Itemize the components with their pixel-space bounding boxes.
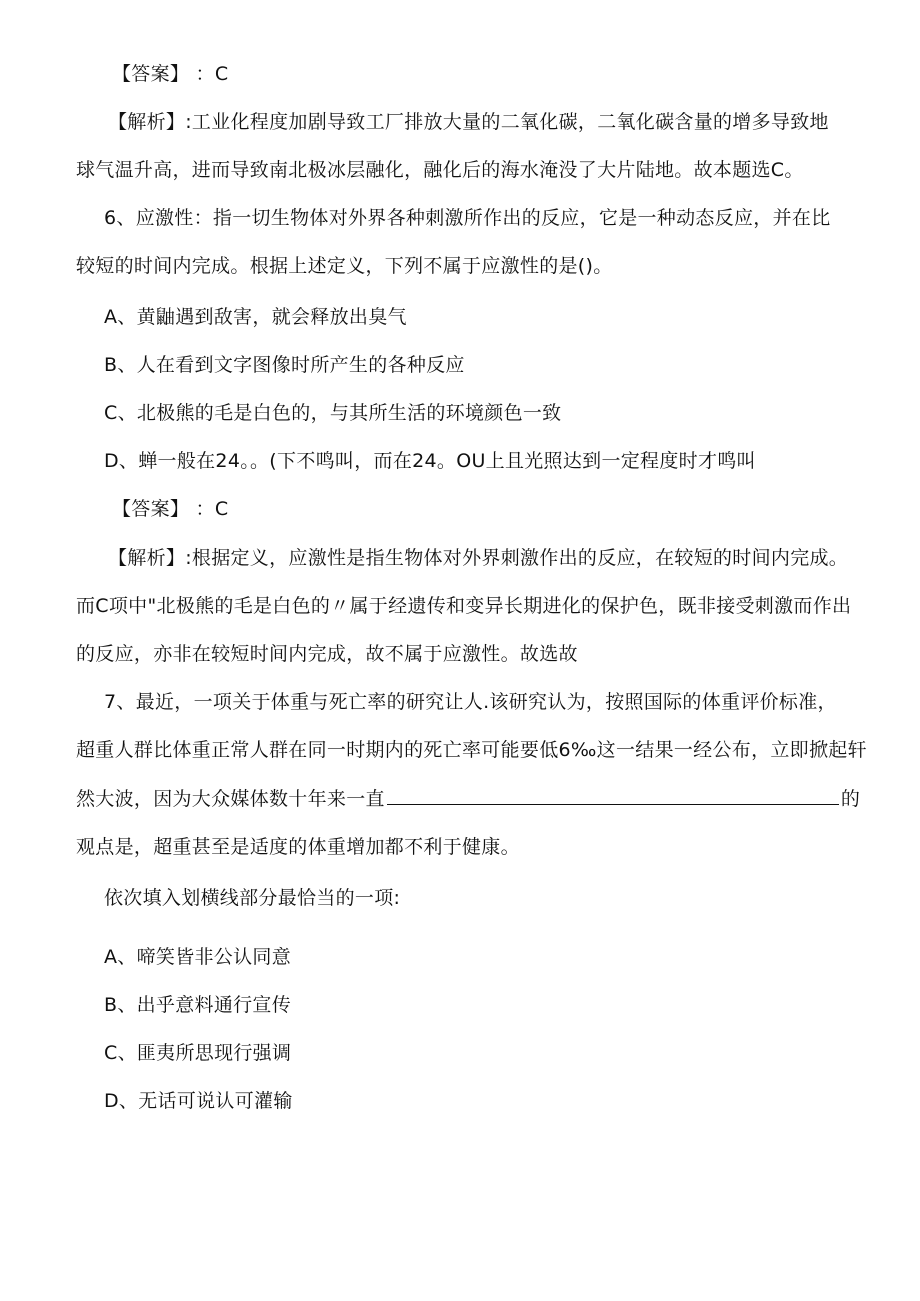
q5-answer: 【答案】 ：C xyxy=(112,63,229,85)
q7-option-b: B、出乎意料通行宣传 xyxy=(104,994,292,1016)
q5-explanation-line-1: 【解析】:工业化程度加剧导致工厂排放大量的二氧化碳，二氧化碳含量的增多导致地 xyxy=(108,111,829,133)
q7-stem-line-2: 超重人群比体重正常人群在同一时期内的死亡率可能要低6‰这一结果一经公布，立即掀起轩 xyxy=(76,739,867,761)
q6-stem-line-1: 6、应激性：指一切生物体对外界各种刺激所作出的反应，它是一种动态反应，并在比 xyxy=(104,207,831,229)
q6-explanation-line-2: 而C项中"北极熊的毛是白色的〃属于经遗传和变异长期进化的保护色，既非接受刺激而作出 xyxy=(76,595,852,617)
q6-explanation-line-3: 的反应，亦非在较短时间内完成，故不属于应激性。故选故 xyxy=(76,643,578,665)
q6-stem-line-2: 较短的时间内完成。根据上述定义，下列不属于应激性的是()。 xyxy=(76,255,613,277)
q7-stem-line-4: 观点是，超重甚至是适度的体重增加都不利于健康。 xyxy=(76,836,520,858)
q6-option-a: A、黄鼬遇到敌害，就会释放出臭气 xyxy=(104,306,407,328)
fill-in-blank xyxy=(387,803,839,805)
q7-stem-line-3 xyxy=(76,787,860,811)
q7-option-a: A、啼笑皆非公认同意 xyxy=(104,946,291,968)
q7-instruction: 依次填入划横线部分最恰当的一项: xyxy=(104,887,401,909)
q7-option-c: C、匪夷所思现行强调 xyxy=(104,1042,292,1064)
q6-explanation-line-1: 【解析】:根据定义，应激性是指生物体对外界刺激作出的反应，在较短的时间内完成。 xyxy=(108,547,849,569)
q6-option-b: B、人在看到文字图像时所产生的各种反应 xyxy=(104,354,465,376)
q5-explanation-line-2: 球气温升高，进而导致南北极冰层融化，融化后的海水淹没了大片陆地。故本题选C。 xyxy=(76,159,804,181)
q6-answer: 【答案】 ：C xyxy=(112,498,229,520)
q6-option-d: D、蝉一般在24。。(下不鸣叫，而在24。OU上且光照达到一定程度时才鸣叫 xyxy=(104,450,756,472)
q7-option-d: D、无话可说认可灌输 xyxy=(104,1090,293,1112)
q6-option-c: C、北极熊的毛是白色的，与其所生活的环境颜色一致 xyxy=(104,402,562,424)
q7-stem-line-3-after: 的 xyxy=(840,788,861,810)
q7-stem-line-3-before: 然大波，因为大众媒体数十年来一直 xyxy=(76,788,385,810)
q7-stem-line-1: 7、最近，一项关于体重与死亡率的研究让人.该研究认为，按照国际的体重评价标准， xyxy=(104,691,837,713)
